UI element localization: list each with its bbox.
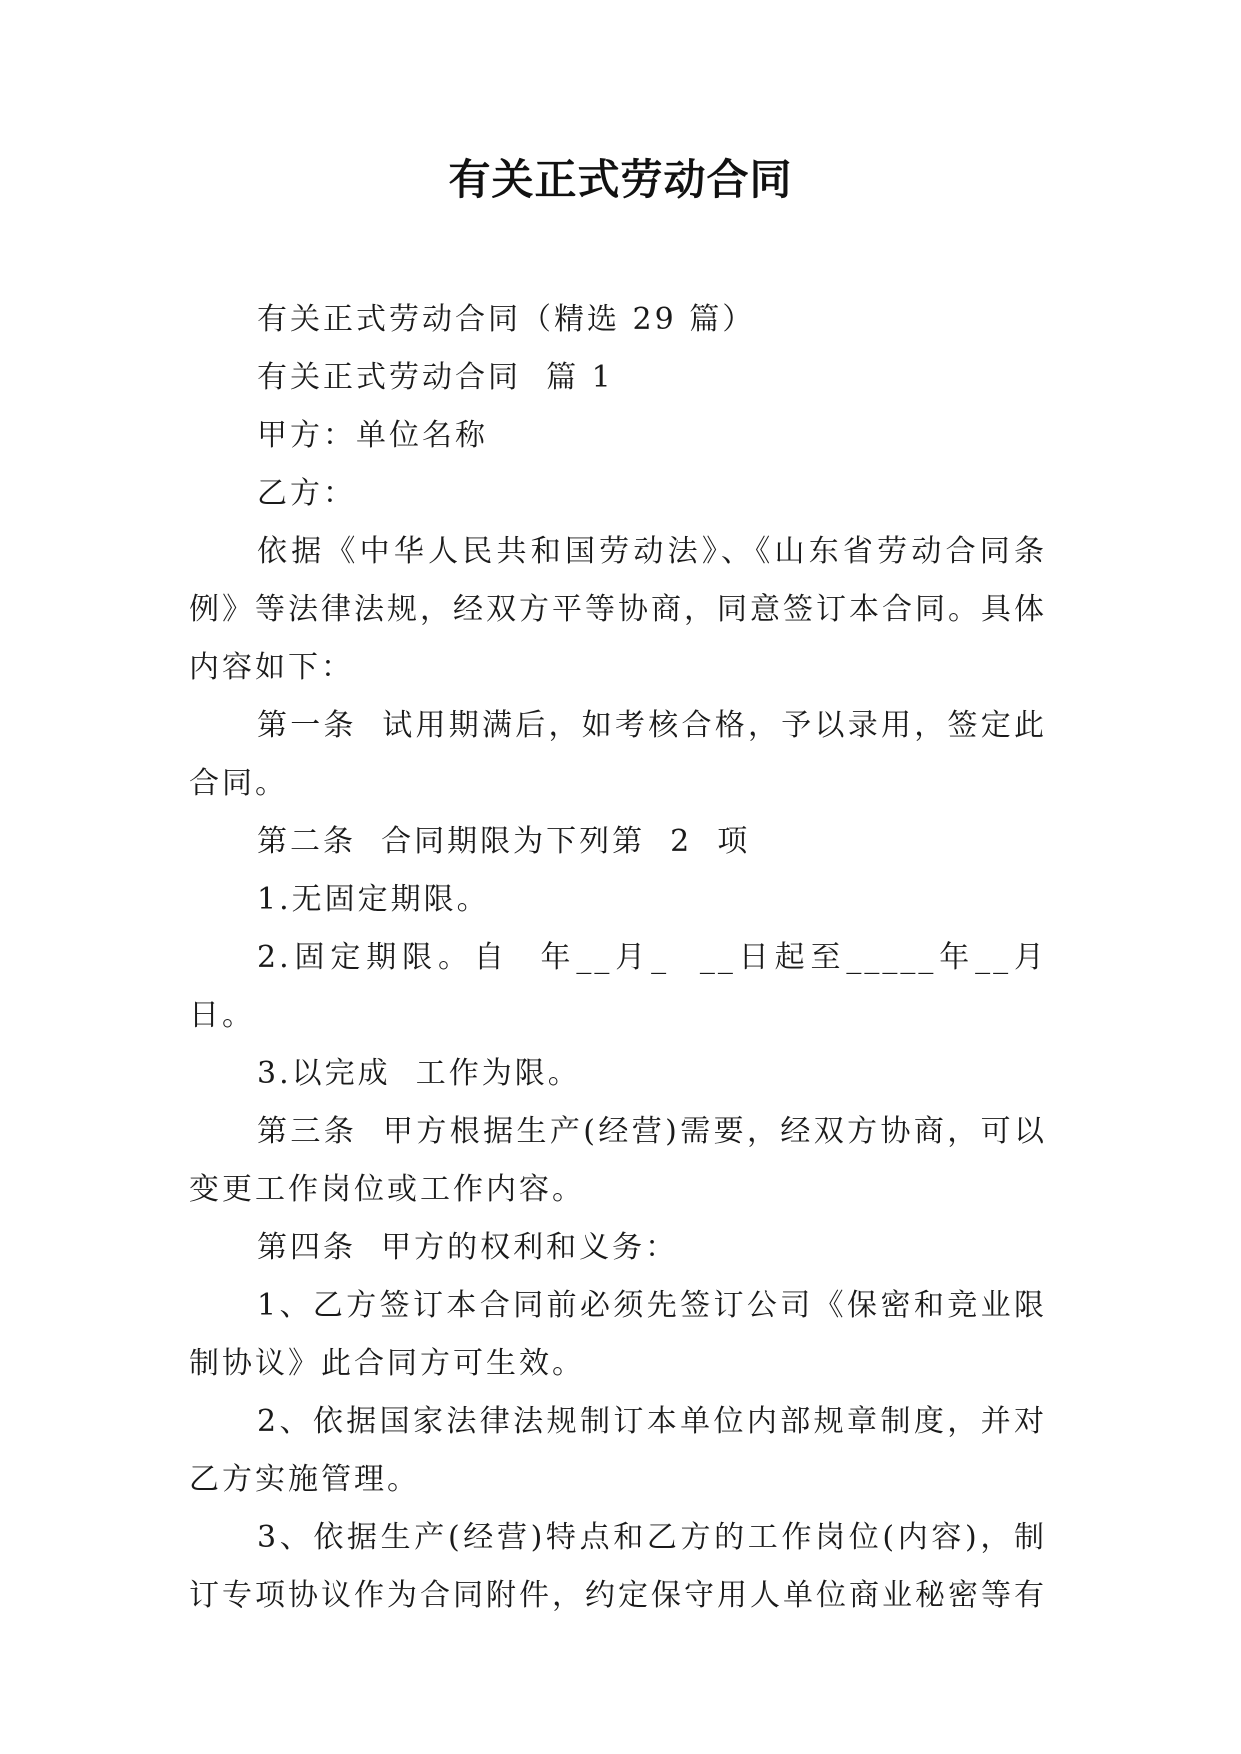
party-a-line: 甲方：单位名称	[257, 418, 488, 453]
article-2-item-2: 2.固定期限。自 年__月_ __日起至_____年__月 日。	[189, 940, 1073, 1033]
article-4-item-2: 2、依据国家法律法规制订本单位内部规章制度，并对乙方实施管理。	[189, 1404, 1047, 1497]
document-body	[189, 291, 1073, 1625]
article-4-item-3: 3、依据生产(经营)特点和乙方的工作岗位(内容)，制订专项协议作为合同附件，约定保守用人单位商业秘密等有	[189, 1520, 1047, 1613]
article-4: 第四条 甲方的权利和义务：	[257, 1230, 679, 1265]
section-heading: 有关正式劳动合同 篇 1	[257, 360, 614, 395]
article-2: 第二条 合同期限为下列第 2 项	[257, 824, 751, 859]
article-2-item-1: 1.无固定期限。	[257, 882, 490, 917]
article-1: 第一条 试用期满后，如考核合格，予以录用，签定此合同。	[189, 708, 1047, 801]
article-4-item-1: 1、乙方签订本合同前必须先签订公司《保密和竞业限制协议》此合同方可生效。	[189, 1288, 1047, 1381]
preamble-paragraph: 依据《中华人民共和国劳动法》、《山东省劳动合同条例》等法律法规，经双方平等协商，同意签订本合同。具体内容如下：	[189, 534, 1047, 685]
doc-subtitle: 有关正式劳动合同（精选 29 篇）	[257, 302, 756, 337]
article-3: 第三条 甲方根据生产(经营)需要，经双方协商，可以变更工作岗位或工作内容。	[189, 1114, 1047, 1207]
article-2-item-3: 3.以完成 工作为限。	[257, 1056, 581, 1091]
document-title: 有关正式劳动合同	[448, 155, 793, 204]
party-b-line: 乙方：	[257, 476, 356, 511]
